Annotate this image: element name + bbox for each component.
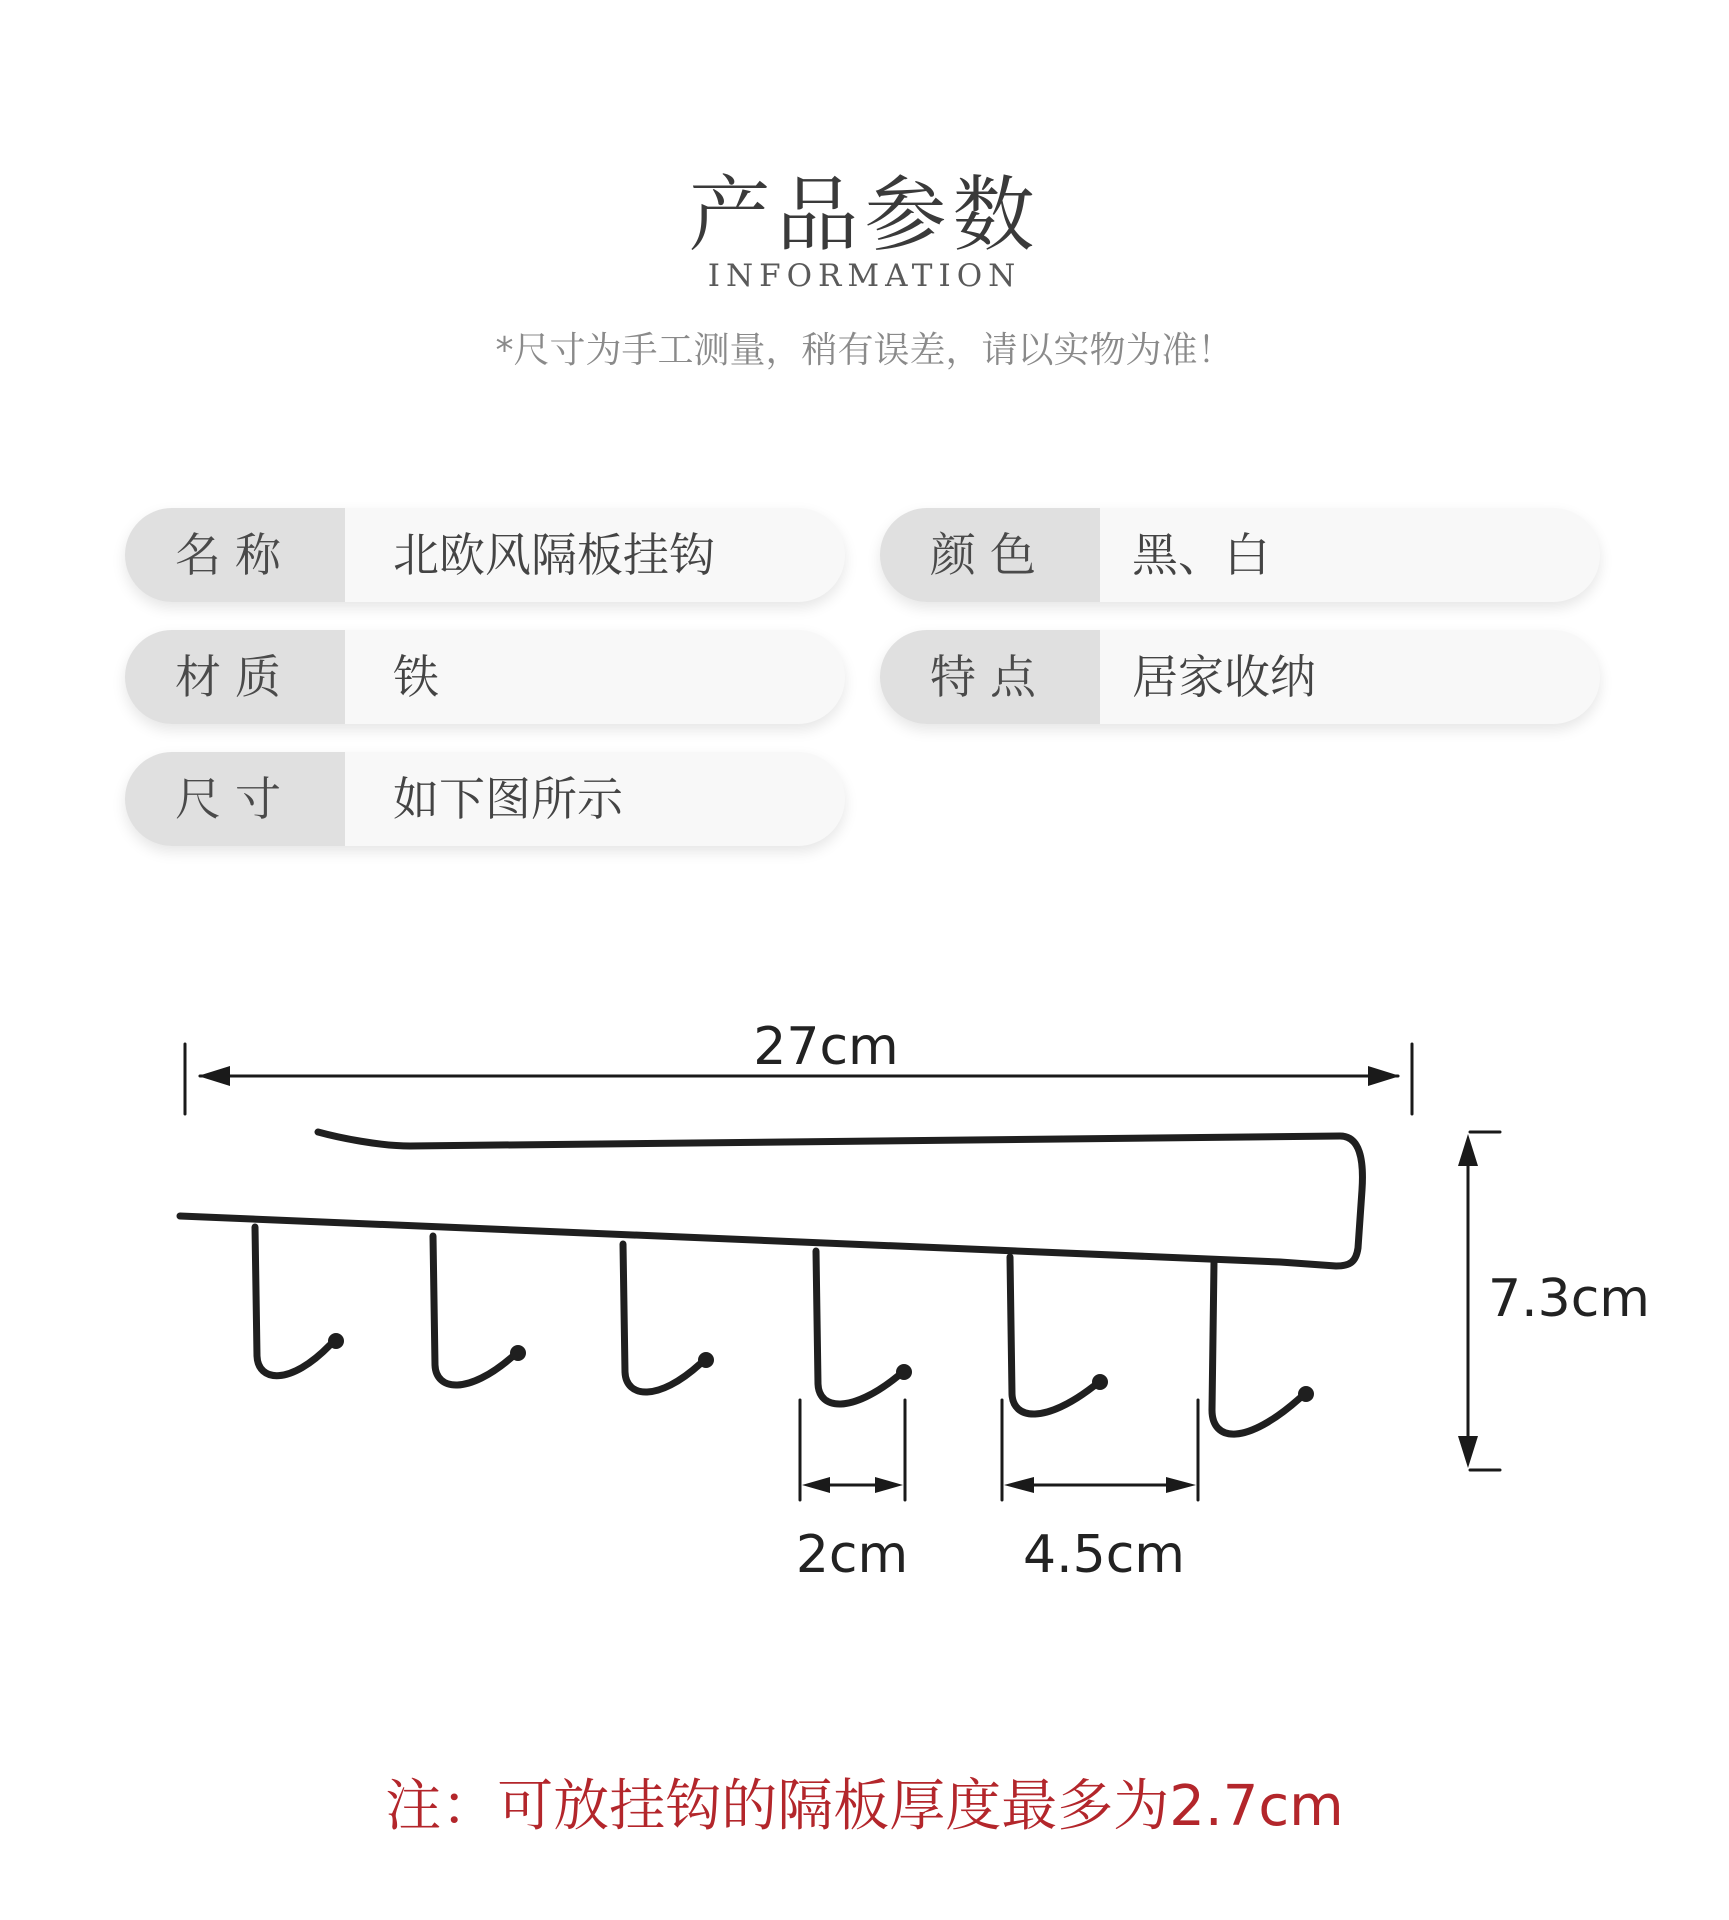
arrow-left-icon xyxy=(198,1066,230,1086)
param-row-size xyxy=(125,752,845,846)
param-row-color xyxy=(880,508,1600,602)
hook xyxy=(816,1251,898,1404)
param-label: 颜色 xyxy=(880,508,1100,602)
product-dimension-diagram xyxy=(0,980,1729,1600)
param-label: 名称 xyxy=(125,508,345,602)
param-value: 如下图所示 xyxy=(393,772,623,826)
param-label: 材质 xyxy=(125,630,345,724)
arrow-right-icon xyxy=(1166,1477,1196,1493)
hook-tip xyxy=(510,1345,526,1361)
param-value: 居家收纳 xyxy=(1132,650,1316,704)
hook-spacing-label: 4.5cm xyxy=(1023,1525,1185,1585)
page-subtitle: INFORMATION xyxy=(707,258,1022,294)
hook xyxy=(255,1227,330,1376)
param-value: 铁 xyxy=(393,650,439,704)
hook xyxy=(433,1236,512,1385)
page-title: 产品参数 xyxy=(688,168,1041,263)
hook-tip xyxy=(896,1364,912,1380)
hook-tip xyxy=(698,1352,714,1368)
hook-tip xyxy=(1298,1386,1314,1402)
arrow-right-icon xyxy=(875,1477,903,1493)
hook xyxy=(1212,1262,1300,1434)
arrow-left-icon xyxy=(802,1477,830,1493)
hook xyxy=(623,1244,700,1392)
measurement-note: *尺寸为手工测量，稍有误差，请以实物为准！ xyxy=(495,330,1234,371)
hanger-rack xyxy=(180,1132,1362,1434)
param-value: 黑、白 xyxy=(1132,528,1270,582)
arrow-right-icon xyxy=(1368,1066,1400,1086)
rack-frame xyxy=(180,1132,1362,1266)
hook xyxy=(1010,1257,1094,1414)
param-row-name xyxy=(125,508,845,602)
param-label: 尺寸 xyxy=(125,752,345,846)
arrow-down-icon xyxy=(1458,1436,1478,1468)
param-value: 北欧风隔板挂钩 xyxy=(393,528,715,582)
param-label: 特点 xyxy=(880,630,1100,724)
width-label: 27cm xyxy=(753,1017,899,1077)
param-row-material xyxy=(125,630,845,724)
hook-tip xyxy=(328,1333,344,1349)
hook-depth-label: 2cm xyxy=(795,1525,909,1585)
height-label: 7.3cm xyxy=(1488,1269,1650,1329)
param-row-feature xyxy=(880,630,1600,724)
shelf-thickness-note: 注：可放挂钩的隔板厚度最多为2.7cm xyxy=(385,1774,1344,1839)
arrow-up-icon xyxy=(1458,1134,1478,1166)
arrow-left-icon xyxy=(1004,1477,1034,1493)
hook-tip xyxy=(1092,1374,1108,1390)
